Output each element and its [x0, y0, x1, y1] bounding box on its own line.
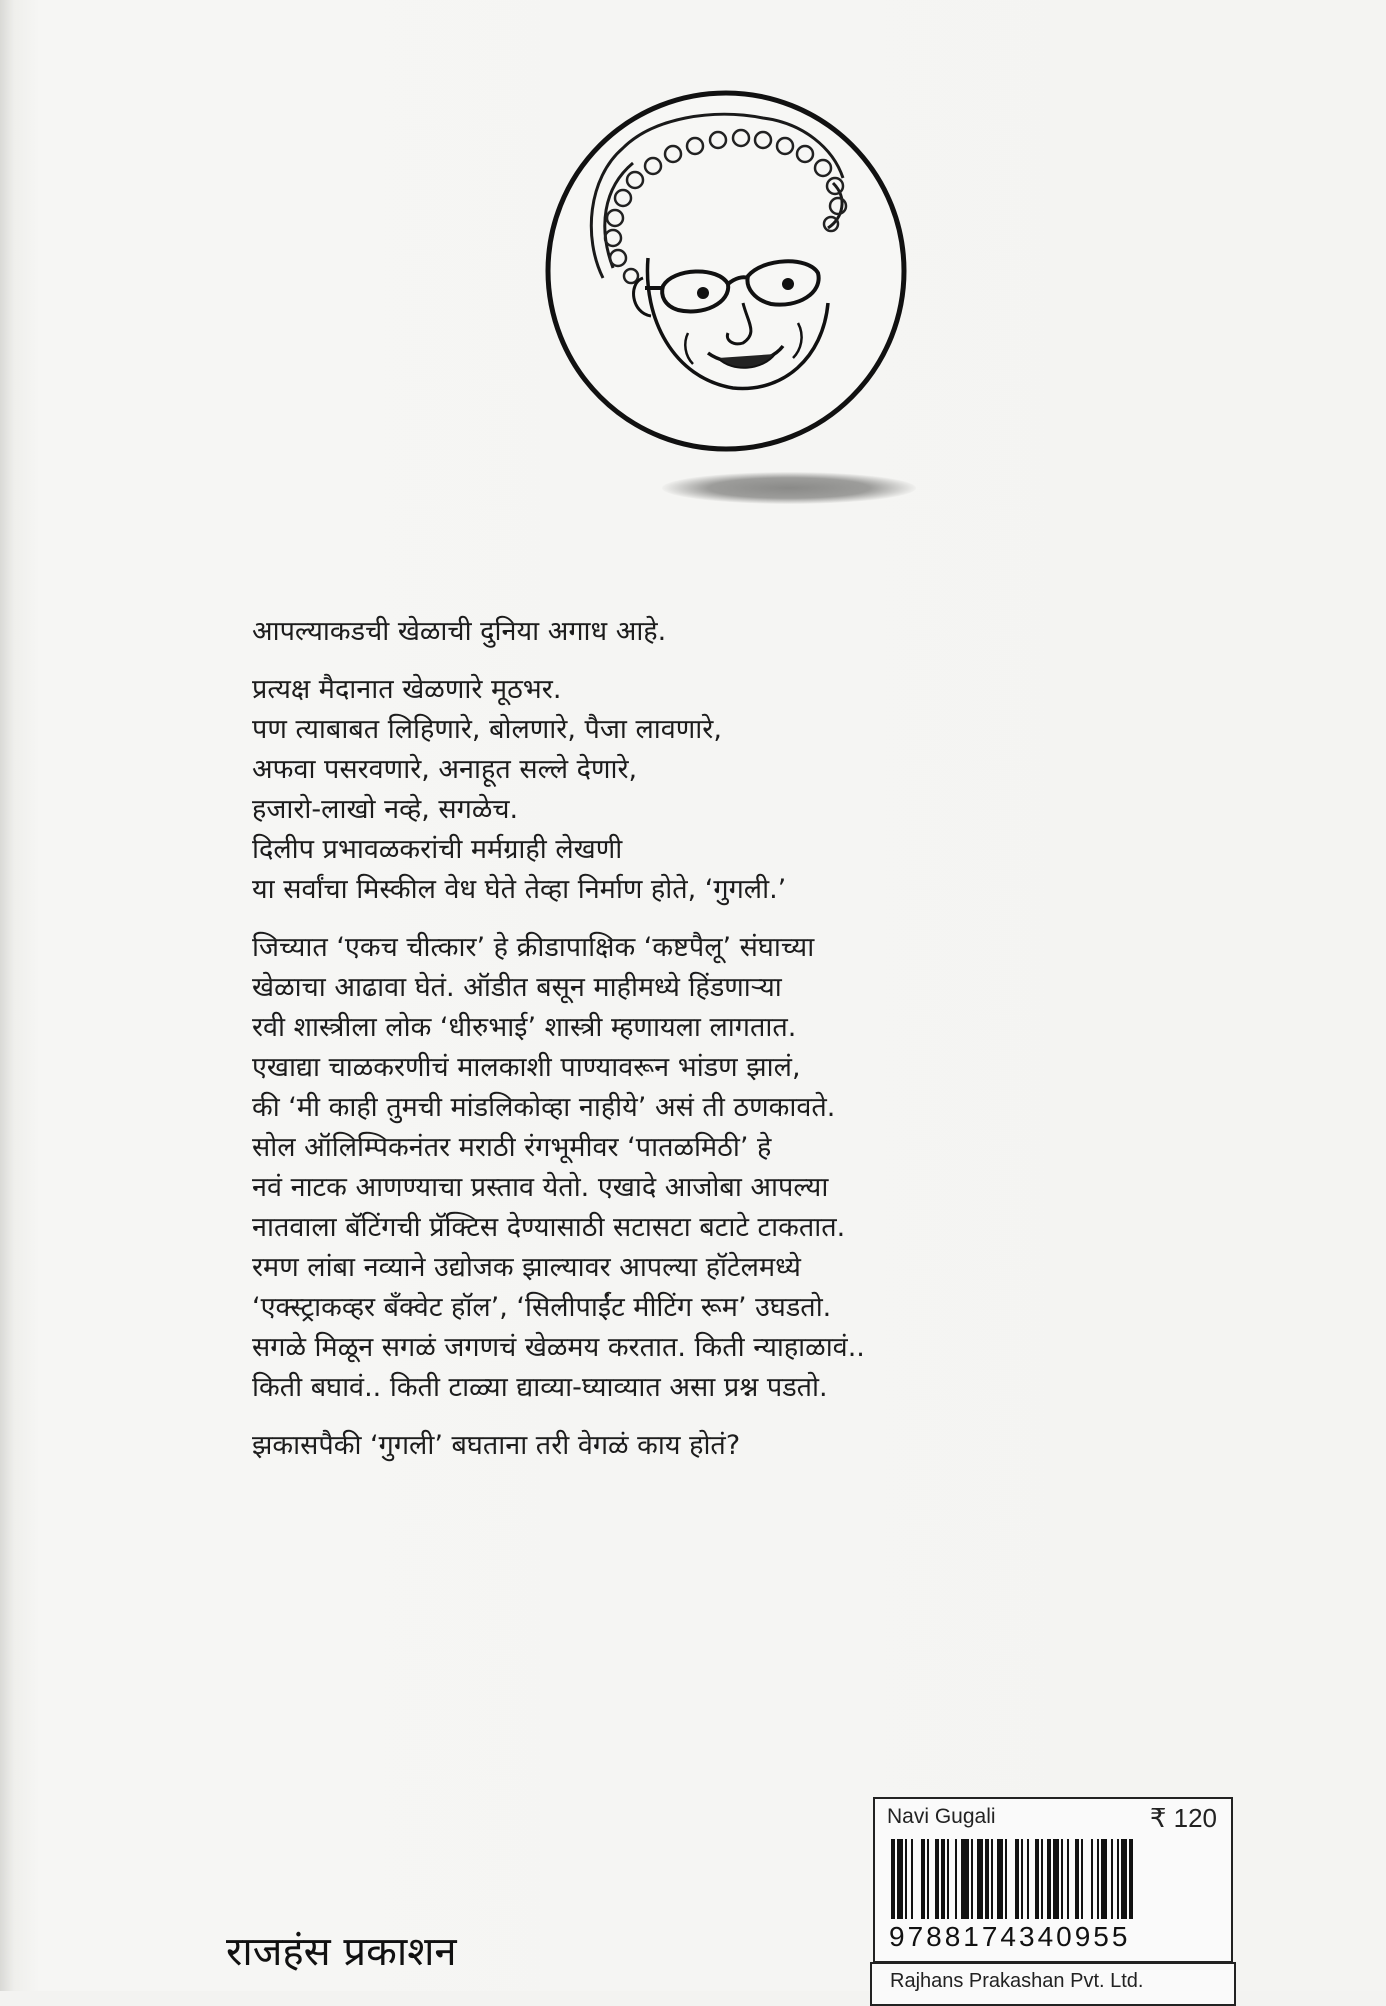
blurb-line: किती बघावं.. किती टाळ्या द्याव्या-घ्याव्यात असा प्रश्न पडतो.: [252, 1372, 828, 1403]
blurb-line: दिलीप प्रभावळकरांची मर्मग्राही लेखणी: [252, 834, 623, 865]
author-caricature: [543, 88, 909, 454]
blurb-line: रवी शास्त्रीला लोक ‘धीरुभाई’ शास्त्री म्हणायला लागतात.: [252, 1012, 797, 1043]
barcode-icon: [889, 1839, 1219, 1919]
portrait-shadow: [662, 472, 916, 504]
publisher-english: Rajhans Prakashan Pvt. Ltd.: [890, 1970, 1144, 1992]
blurb-line: प्रत्यक्ष मैदानात खेळणारे मूठभर.: [252, 674, 562, 705]
barcode-label: [873, 1797, 1233, 1963]
blurb-line: या सर्वांचा मिस्कील वेध घेते तेव्हा निर्माण होते, ‘गुगली.’: [252, 874, 787, 905]
blurb-paragraph: [252, 1426, 1052, 1466]
blurb-line: नातवाला बॅटिंगची प्रॅक्टिस देण्यासाठी सटासटा बटाटे टाकतात.: [252, 1212, 846, 1243]
blurb-line: ‘एक्स्ट्राकव्हर बँक्वेट हॉल’, ‘सिलीपाईंट मीटिंग रूम’ उघडतो.: [252, 1292, 832, 1323]
price-label: ₹ 120: [1149, 1803, 1217, 1833]
blurb-line: जिच्यात ‘एकच चीत्कार’ हे क्रीडापाक्षिक ‘कष्टपैलू’ संघाच्या: [252, 932, 815, 963]
blurb-paragraph: [252, 612, 1052, 652]
blurb-line: आपल्याकडची खेळाची दुनिया अगाध आहे.: [252, 616, 667, 647]
blurb-line: नवं नाटक आणण्याचा प्रस्ताव येतो. एखादे आजोबा आपल्या: [252, 1172, 829, 1203]
blurb-line: एखाद्या चाळकरणीचं मालकाशी पाण्यावरून भांडण झालं,: [252, 1052, 801, 1083]
blurb-line: सगळे मिळून सगळं जगणचं खेळमय करतात. किती न्याहाळावं..: [252, 1332, 865, 1363]
blurb-line: रमण लांबा नव्याने उद्योजक झाल्यावर आपल्या हॉटेलमध्ये: [252, 1252, 801, 1283]
blurb-line: की ‘मी काही तुमची मांडलिकोव्हा नाहीये’ असं ती ठणकावते.: [252, 1092, 836, 1123]
book-title-label: Navi Gugali: [887, 1805, 996, 1828]
isbn-number: 9788174340955: [889, 1921, 1131, 1952]
publisher-english-box: [870, 1962, 1236, 2006]
blurb-line: खेळाचा आढावा घेतं. ऑडीत बसून माहीमध्ये हिंडणाऱ्या: [252, 972, 782, 1003]
blurb-line: सोल ऑलिम्पिकनंतर मराठी रंगभूमीवर ‘पातळमिठी’ हे: [252, 1132, 772, 1163]
blurb-line: हजारो-लाखो नव्हे, सगळेच.: [252, 794, 519, 825]
publisher-marathi: राजहंस प्रकाशन: [226, 1929, 457, 1975]
blurb-paragraph: [252, 928, 1052, 1408]
blurb-text: [252, 612, 1052, 1484]
blurb-line: अफवा पसरवणारे, अनाहूत सल्ले देणारे,: [252, 754, 638, 785]
blurb-line: पण त्याबाबत लिहिणारे, बोलणारे, पैजा लावणारे,: [252, 714, 722, 745]
blurb-line: झकासपैकी ‘गुगली’ बघताना तरी वेगळं काय होतं?: [252, 1430, 741, 1461]
blurb-paragraph: [252, 670, 1052, 910]
